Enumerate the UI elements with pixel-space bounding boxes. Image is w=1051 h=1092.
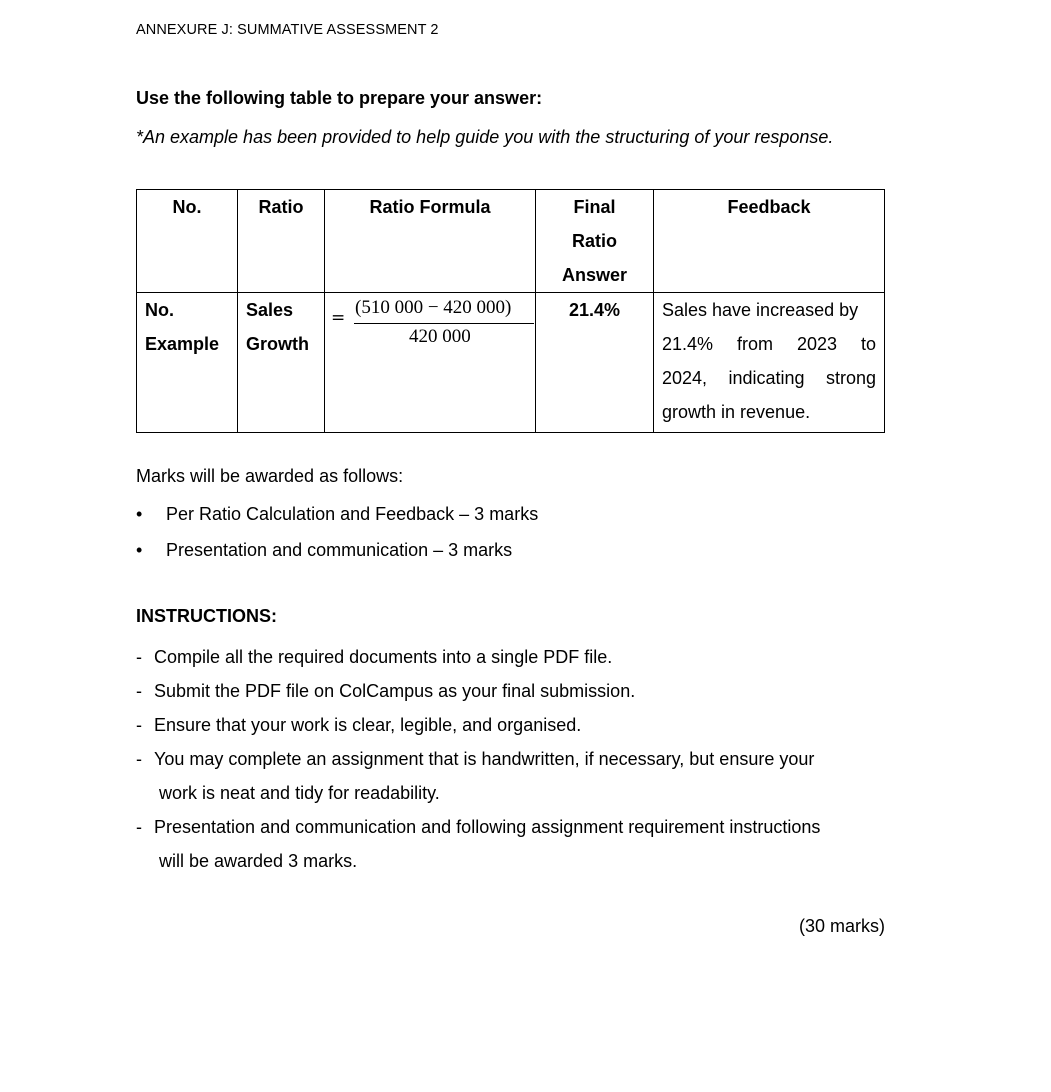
instruction-text-continued: work is neat and tidy for readability. [159,783,440,803]
marks-item-text: Presentation and communication – 3 marks [166,540,513,560]
ratio-table [136,189,885,433]
example-formula-cell [325,293,536,433]
table-header-row [137,190,885,293]
instruction-text: Submit the PDF file on ColCampus as your final submission. [154,681,636,701]
feedback-line: Sales have increased by [662,300,859,320]
header-ratio: Ratio [238,190,325,293]
annexure-header: ANNEXURE J: SUMMATIVE ASSESSMENT 2 [136,22,439,38]
table-row [137,293,885,433]
instructions-title: INSTRUCTIONS: [136,606,277,626]
list-item [136,536,538,572]
bullet-icon: • [136,504,143,524]
marks-item-text: Per Ratio Calculation and Feedback – 3 marks [166,504,539,524]
example-answer-cell: 21.4% [536,293,654,433]
fraction-bar [354,323,534,324]
list-item [136,500,538,536]
dash-icon: - [136,681,142,701]
example-ratio-line: Growth [246,334,309,354]
example-no-cell [137,293,238,433]
instruction-text: Ensure that your work is clear, legible, and organised. [154,715,582,735]
instruction-text: You may complete an assignment that is handwritten, if necessary, but ensure your [154,749,815,769]
table-instruction-heading: Use the following table to prepare your answer: [136,88,543,108]
list-item [136,674,886,708]
formula-numerator: (510 000 − 420 000) [355,297,512,318]
feedback-line: growth in revenue. [662,402,811,422]
list-item [136,708,886,742]
sales-growth-formula [325,293,535,432]
header-final-line: Answer [561,265,628,285]
instruction-text: Presentation and communication and following assignment requirement instructions [154,817,821,837]
example-note: *An example has been provided to help guide you with the structuring of your response. [136,127,834,147]
header-ratio-formula: Ratio Formula [325,190,536,293]
list-item [136,640,886,674]
marks-list [136,500,538,572]
header-final-line: Final [573,197,616,217]
example-no-line: No. [145,300,174,320]
instruction-text-continued: will be awarded 3 marks. [159,851,358,871]
list-item [136,742,886,810]
example-ratio-cell [238,293,325,433]
bullet-icon: • [136,540,143,560]
dash-icon: - [136,715,142,735]
example-ratio-line: Sales [246,300,294,320]
formula-denominator: 420 000 [409,326,471,347]
marks-title: Marks will be awarded as follows: [136,466,404,486]
dash-icon: - [136,647,142,667]
instructions-list [136,640,886,878]
total-marks: (30 marks) [798,916,885,936]
header-feedback: Feedback [654,190,885,293]
list-item [136,810,886,878]
dash-icon: - [136,817,142,837]
header-final-line: Ratio [572,231,617,251]
feedback-line: 2024, indicating strong [662,368,876,388]
feedback-line: 21.4% from 2023 to [662,334,876,354]
header-final-ratio-answer [536,190,654,293]
example-no-line: Example [145,334,220,354]
formula-equals-sign: = [331,308,346,328]
header-no: No. [137,190,238,293]
dash-icon: - [136,749,142,769]
instruction-text: Compile all the required documents into a single PDF file. [154,647,613,667]
example-feedback-cell [654,293,885,433]
